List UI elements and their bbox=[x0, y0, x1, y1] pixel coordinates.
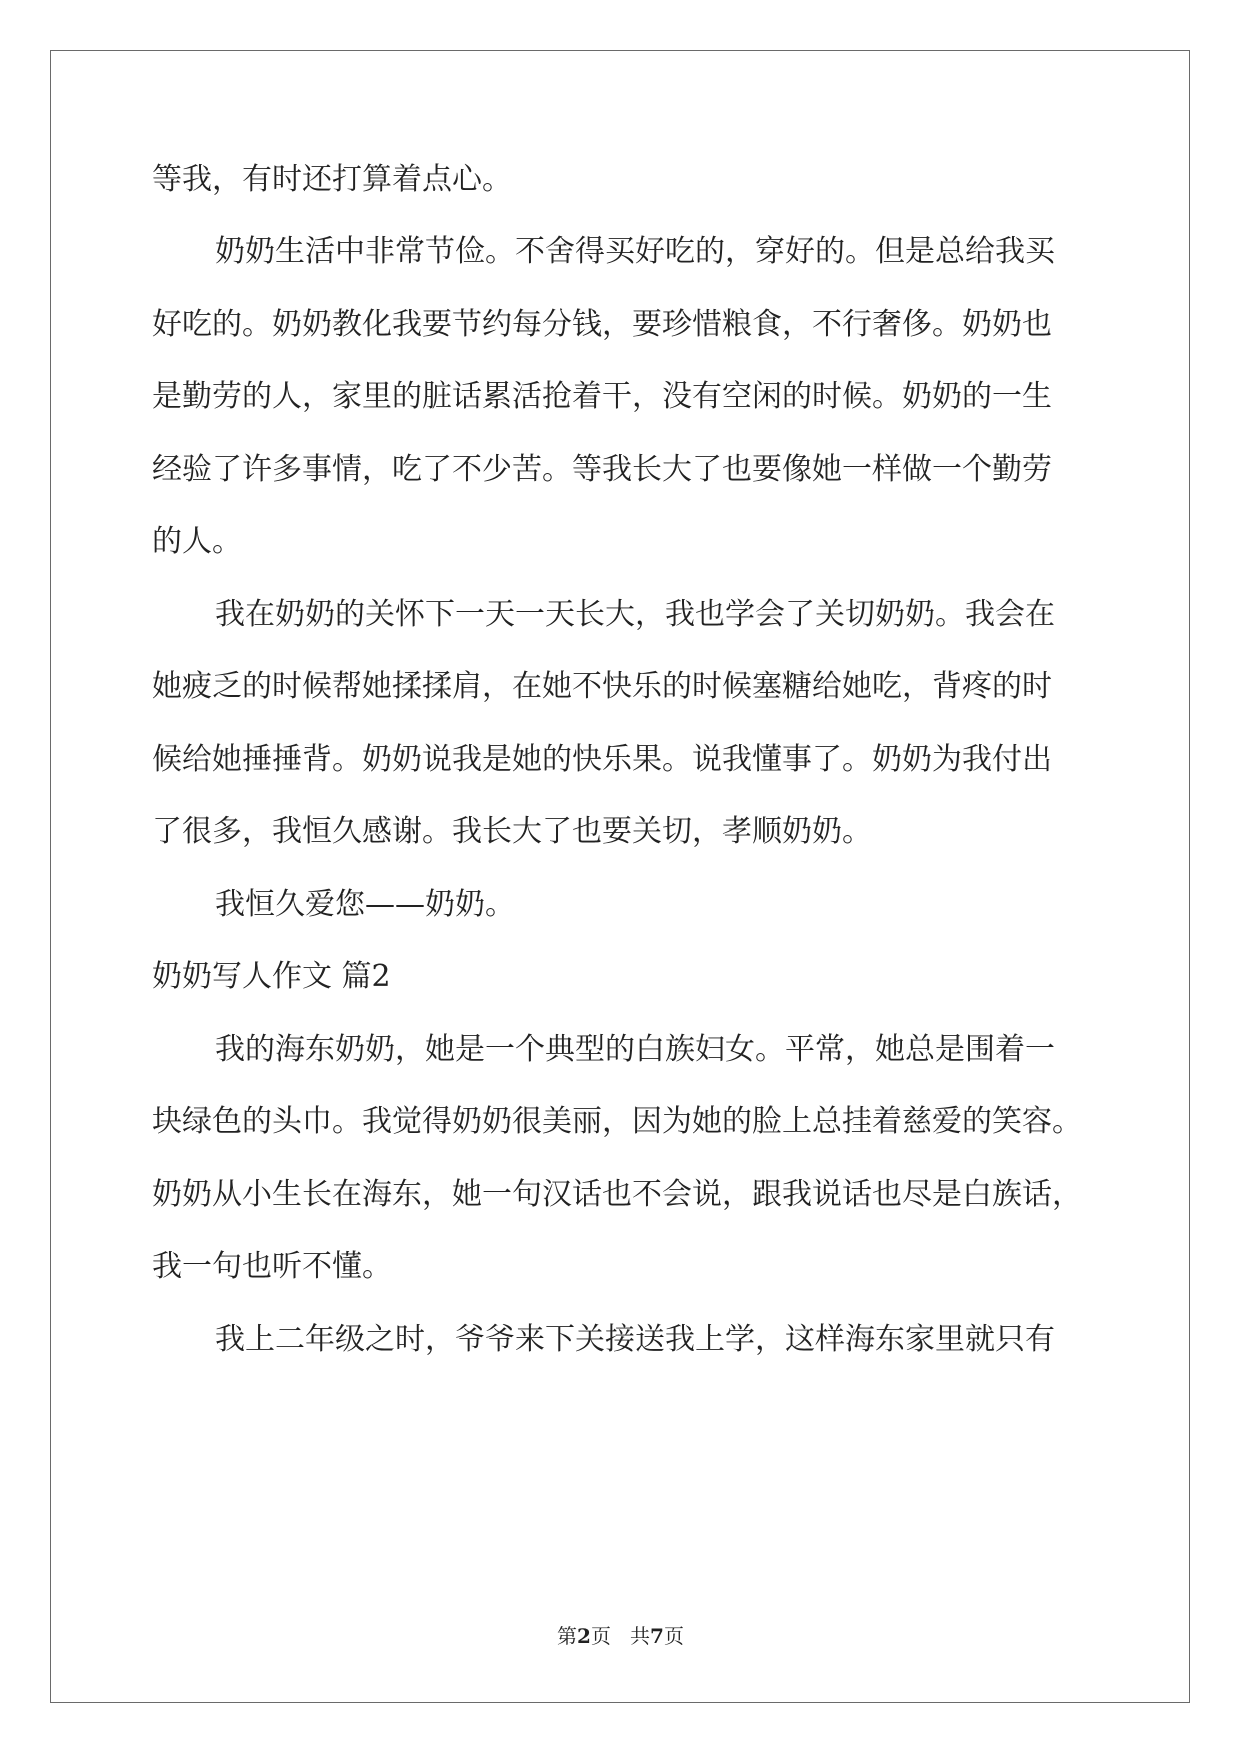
text-line: 奶奶从小生长在海东，她一句汉话也不会说，跟我说话也尽是白族话， bbox=[152, 1177, 1082, 1212]
text-line: 我在奶奶的关怀下一天一天长大，我也学会了关切奶奶。我会在 bbox=[215, 597, 1055, 632]
text-line: 块绿色的头巾。我觉得奶奶很美丽，因为她的脸上总挂着慈爱的笑容。 bbox=[152, 1104, 1082, 1139]
text-line: 是勤劳的人，家里的脏话累活抢着干，没有空闲的时候。奶奶的一生 bbox=[152, 379, 1052, 414]
text-line: 我上二年级之时，爷爷来下关接送我上学，这样海东家里就只有 bbox=[215, 1322, 1055, 1357]
footer-total-suffix: 页 bbox=[663, 1624, 684, 1648]
text-line: 候给她捶捶背。奶奶说我是她的快乐果。说我懂事了。奶奶为我付出 bbox=[152, 742, 1052, 777]
text-line: 我一句也听不懂。 bbox=[152, 1249, 392, 1284]
footer-page-number: 2 bbox=[577, 1624, 591, 1648]
footer-total-pages: 7 bbox=[650, 1624, 664, 1648]
text-line: 我的海东奶奶，她是一个典型的白族妇女。平常，她总是围着一 bbox=[215, 1032, 1055, 1067]
page-border bbox=[50, 50, 1190, 1703]
text-line: 奶奶生活中非常节俭。不舍得买好吃的，穿好的。但是总给我买 bbox=[215, 234, 1055, 269]
text-line: 她疲乏的时候帮她揉揉肩，在她不快乐的时候塞糖给她吃，背疼的时 bbox=[152, 669, 1052, 704]
section-heading: 奶奶写人作文 篇2 bbox=[152, 959, 391, 994]
text-line: 了很多，我恒久感谢。我长大了也要关切，孝顺奶奶。 bbox=[152, 814, 872, 849]
footer-page-suffix: 页 bbox=[590, 1624, 611, 1648]
footer-prefix: 第 bbox=[557, 1624, 578, 1648]
text-line: 的人。 bbox=[152, 524, 242, 559]
text-line: 我恒久爱您——奶奶。 bbox=[215, 887, 515, 922]
page-footer bbox=[0, 1624, 1241, 1648]
text-line: 等我，有时还打算着点心。 bbox=[152, 162, 512, 197]
text-line: 好吃的。奶奶教化我要节约每分钱，要珍惜粮食，不行奢侈。奶奶也 bbox=[152, 307, 1052, 342]
text-line: 经验了许多事情，吃了不少苦。等我长大了也要像她一样做一个勤劳 bbox=[152, 452, 1052, 487]
footer-total-prefix: 共 bbox=[630, 1624, 651, 1648]
